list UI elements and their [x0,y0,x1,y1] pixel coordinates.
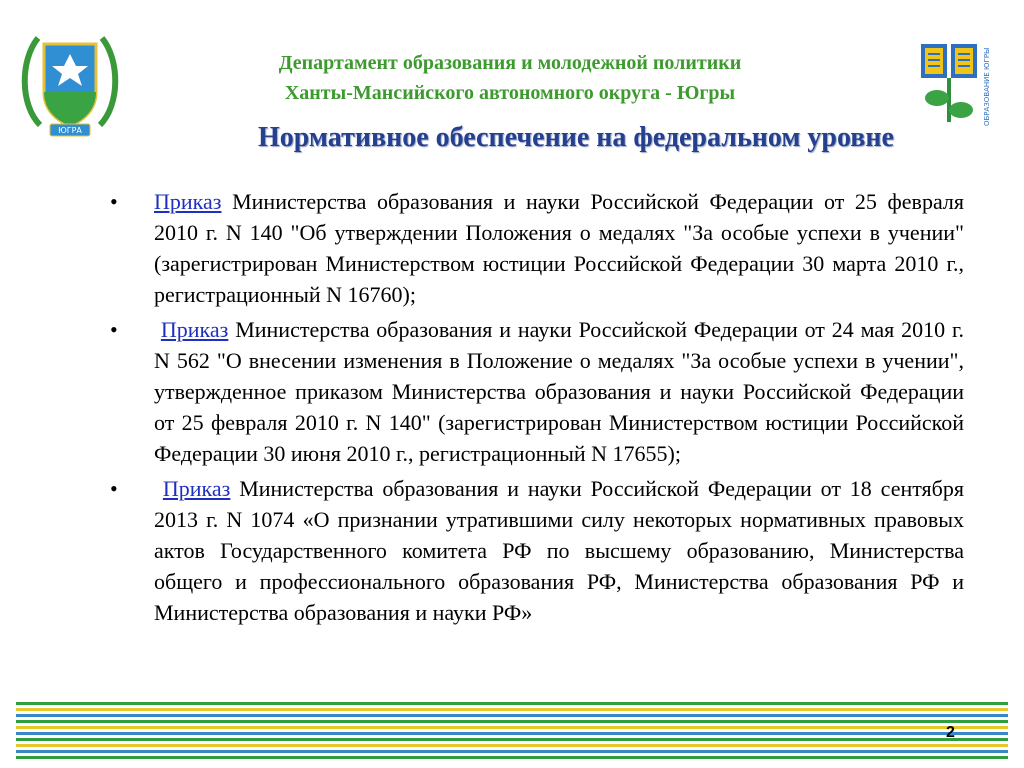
stripe-green [16,702,1008,705]
bullet-item [110,314,964,469]
stripe-green [16,738,1008,741]
bullet-body: Министерства образования и науки Российской Федерации от 18 сентября 2013 г. N 1074 «О признании утратившими силу некоторых нормативных правовых актов Государственного комитета РФ по высшему образованию, Министерства общего и профессионального образования РФ, Министерства образования РФ и Министерства образования и науки РФ» [154,476,964,625]
order-link[interactable]: Приказ [154,189,222,214]
bullet-marker: • [110,189,118,214]
coat-of-arms-icon [20,30,120,138]
stripe-blue [16,714,1008,717]
stripe-green [16,756,1008,759]
order-link[interactable]: Приказ [160,317,229,342]
stripe-yellow [16,708,1008,711]
bullet-item [110,186,964,310]
department-name-line1: Департамент образования и молодежной политики [278,52,742,74]
stripe-blue [16,732,1008,735]
order-link[interactable]: Приказ [162,476,231,501]
stripe-yellow [16,726,1008,729]
page-number: 2 [946,724,955,741]
emblem-text: ЮГРА [58,126,82,135]
footer-stripes [16,702,1008,762]
bullet-body: Министерства образования и науки Российской Федерации от 24 мая 2010 г. N 562 "О внесении изменения в Положение о медалях "За особые успехи в учении", утвержденное приказом Министерства образования и науки Российской Федерации от 25 февраля 2010 г. N 140" (зарегистрирован Министерством юстиции Российской Федерации 30 июня 2010 г., регистрационный N 17655); [154,317,965,466]
stripe-blue [16,750,1008,753]
department-name-line2: Ханты-Мансийского автономного округа - Югры [284,82,736,104]
bullet-paragraph [154,186,964,310]
bullet-item [110,473,964,628]
logo-side-text: ОБРАЗОВАНИЕ ЮГРЫ [983,47,991,126]
bullet-list [110,186,964,632]
bullet-body: Министерства образования и науки Российской Федерации от 25 февраля 2010 г. N 140 "Об утверждении Положения о медалях "За особые успехи в учении" (зарегистрирован Министерством юстиции Российской Федерации 30 марта 2010 г., регистрационный N 16760); [154,189,964,307]
bullet-marker: • [110,476,118,501]
open-book-icon [917,38,997,128]
bullet-paragraph [154,473,964,628]
bullet-marker: • [110,317,118,342]
stripe-yellow [16,744,1008,747]
bullet-paragraph [154,314,964,469]
stripe-green [16,720,1008,723]
slide-title: Нормативное обеспечение на федеральном уровне [258,122,894,153]
